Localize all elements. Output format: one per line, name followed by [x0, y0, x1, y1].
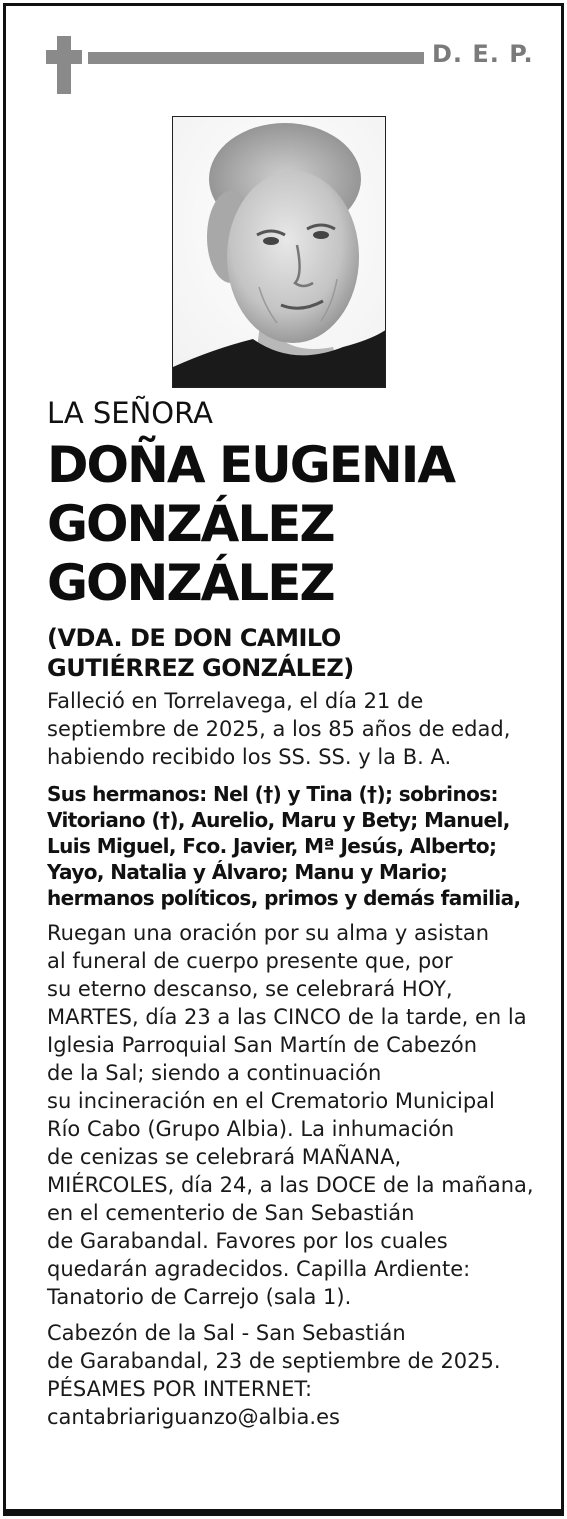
header-rule [88, 52, 424, 64]
name-line: DOÑA EUGENIA [47, 436, 455, 494]
text-line: Yayo, Natalia y Álvaro; Manu y Mario; [47, 860, 448, 884]
intro-label: LA SEÑORA [47, 396, 213, 430]
text-line: Iglesia Parroquial San Martín de Cabezón [47, 1033, 478, 1057]
text-line: Cabezón de la Sal - San Sebastián [47, 1321, 406, 1345]
deceased-name [47, 436, 527, 613]
text-line: Sus hermanos: Nel (†) y Tina (†); sobrinos: [47, 782, 498, 806]
text-line: Luis Miguel, Fco. Javier, Mª Jesús, Alberto; [47, 834, 497, 858]
widow-line: GUTIÉRREZ GONZÁLEZ) [47, 654, 354, 682]
text-line: Falleció en Torrelavega, el día 21 de [47, 689, 424, 713]
cross-icon-arm [46, 50, 82, 64]
widow-of [47, 623, 527, 683]
text-line: Vitoriano (†), Aurelio, Maru y Bety; Manuel, [47, 808, 510, 832]
widow-line: (VDA. DE DON CAMILO [47, 624, 341, 652]
text-line: quedarán agradecidos. Capilla Ardiente: [47, 1257, 471, 1281]
text-line: habiendo recibido los SS. SS. y la B. A. [47, 745, 452, 769]
text-line: hermanos políticos, primos y demás familia, [47, 886, 521, 910]
footer-paragraph [47, 1319, 527, 1431]
text-line: Tanatorio de Carrejo (sala 1). [47, 1285, 352, 1309]
text-line: de Garabandal, 23 de septiembre de 2025. [47, 1349, 501, 1373]
text-line: de Garabandal. Favores por los cuales [47, 1229, 448, 1253]
text-line: septiembre de 2025, a los 85 años de edad, [47, 717, 511, 741]
dep-label: D. E. P. [432, 40, 534, 68]
notice-header [0, 0, 567, 100]
contact-email[interactable]: cantabriariguanzo@albia.es [47, 1405, 340, 1429]
text-line: al funeral de cuerpo presente que, por [47, 949, 453, 973]
name-line: GONZÁLEZ [47, 495, 334, 553]
text-line: su incineración en el Crematorio Municipal [47, 1089, 495, 1113]
text-line: MIÉRCOLES, día 24, a las DOCE de la mañana, [47, 1173, 534, 1197]
name-line: GONZÁLEZ [47, 554, 334, 612]
death-paragraph [47, 687, 527, 771]
text-line: su eterno descanso, se celebrará HOY, [47, 977, 453, 1001]
cross-icon [57, 36, 71, 94]
text-line: PÉSAMES POR INTERNET: [47, 1377, 313, 1401]
text-line: Río Cabo (Grupo Albia). La inhumación [47, 1117, 455, 1141]
text-line: de cenizas se celebrará MAÑANA, [47, 1145, 402, 1169]
portrait-photo [172, 116, 386, 388]
text-line: Ruegan una oración por su alma y asistan [47, 921, 490, 945]
text-line: en el cementerio de San Sebastián [47, 1201, 415, 1225]
notice-content [47, 396, 534, 1431]
family-paragraph [47, 781, 527, 911]
text-line: MARTES, día 23 a las CINCO de la tarde, en la [47, 1005, 527, 1029]
text-line: de la Sal; siendo a continuación [47, 1061, 382, 1085]
service-paragraph [47, 919, 534, 1311]
portrait-image [173, 117, 386, 388]
